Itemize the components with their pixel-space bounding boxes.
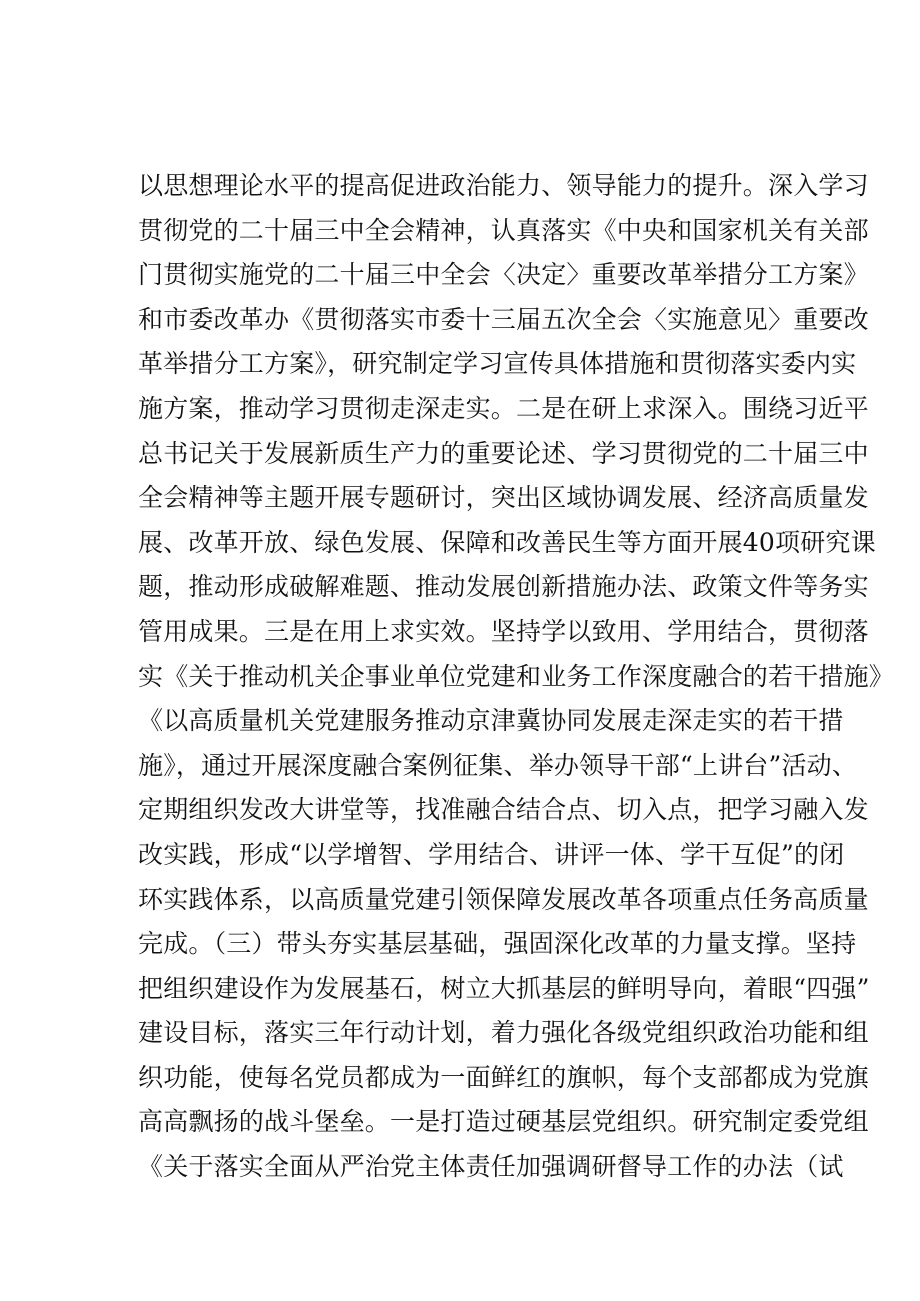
- text-line: 题，推动形成破解难题、推动发展创新措施办法、政策文件等务实: [138, 572, 869, 602]
- text-line: 把组织建设作为发展基石，树立大抓基层的鲜明导向，着眼“四强”: [138, 973, 870, 1003]
- text-line: 门贯彻实施党的二十届三中全会〈决定〉重要改革举措分工方案》: [138, 260, 869, 290]
- text-line: 建设目标，落实三年行动计划，着力强化各级党组织政治功能和组: [138, 1018, 869, 1048]
- text-line: 高高飘扬的战斗堡垒。一是打造过硬基层党组织。研究制定委党组: [138, 1107, 869, 1137]
- text-line: 《关于落实全面从严治党主体责任加强调研督导工作的办法（试: [138, 1152, 844, 1182]
- body-text: [138, 164, 895, 1190]
- text-line: 总书记关于发展新质生产力的重要论述、学习贯彻党的二十届三中: [138, 438, 869, 468]
- text-line: 全会精神等主题开展专题研讨，突出区域协调发展、经济高质量发: [138, 483, 869, 513]
- text-line: 以思想理论水平的提高促进政治能力、领导能力的提升。深入学习: [138, 171, 869, 200]
- text-line: 展、改革开放、绿色发展、保障和改善民生等方面开展40项研究课: [138, 527, 876, 557]
- text-line: 革举措分工方案》，研究制定学习宣传具体措施和贯彻落实委内实: [138, 349, 857, 379]
- text-line: 《以高质量机关党建服务推动京津冀协同发展走深走实的若干措: [138, 706, 844, 736]
- text-line: 完成。（三）带头夯实基层基础，强固深化改革的力量支撑。坚持: [138, 929, 857, 959]
- text-line: 管用成果。三是在用上求实效。坚持学以致用、学用结合，贯彻落: [138, 616, 869, 646]
- text-line: 实《关于推动机关企事业单位党建和业务工作深度融合的若干措施》: [138, 661, 895, 691]
- text-line: 改实践，形成“以学增智、学用结合、讲评一体、学干互促”的闭: [138, 839, 845, 869]
- text-line: 织功能，使每名党员都成为一面鲜红的旗帜，每个支部都成为党旗: [138, 1062, 869, 1092]
- text-line: 定期组织发改大讲堂等，找准融合结合点、切入点，把学习融入发: [138, 795, 869, 825]
- text-line: 施方案，推动学习贯彻走深走实。二是在研上求深入。围绕习近平: [138, 393, 869, 423]
- text-line: 环实践体系，以高质量党建引领保障发展改革各项重点任务高质量: [138, 884, 869, 914]
- text-line: 施》，通过开展深度融合案例征集、举办领导干部“上讲台”活动、: [138, 750, 858, 780]
- text-line: 和市委改革办《贯彻落实市委十三届五次全会〈实施意见〉重要改: [138, 304, 869, 334]
- text-line: 贯彻党的二十届三中全会精神，认真落实《中央和国家机关有关部: [138, 215, 869, 245]
